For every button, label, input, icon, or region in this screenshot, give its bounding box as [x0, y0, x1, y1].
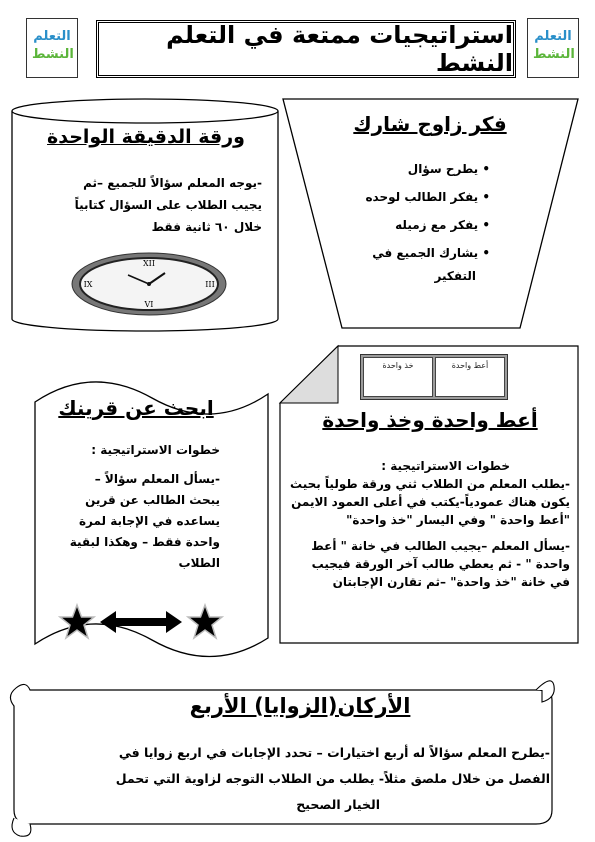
clock-image	[70, 251, 228, 317]
step-text: التفكير	[434, 269, 476, 283]
text-line: -يوجه المعلم سؤالاً للجميع –ثم	[83, 176, 262, 190]
find-partner-title: ابحث عن قرينك	[58, 396, 214, 420]
title-box	[96, 20, 516, 78]
clock-numeral-9: IX	[83, 280, 93, 289]
text-line: يبحث الطالب عن قرين	[85, 493, 220, 507]
paper-slips	[360, 354, 508, 400]
text-line: الطلاب	[178, 556, 220, 570]
one-minute-paper-text	[22, 172, 262, 238]
step-text: يطرح سؤال	[407, 162, 479, 176]
text-line: -يسأل المعلم –يجيب الطالب في خانة " أعط	[311, 539, 570, 553]
clock-numeral-3: III	[205, 280, 215, 289]
slip-give-one: أعط واحدة	[435, 357, 505, 397]
text-line: يجيب الطلاب على السؤال كتابياً	[74, 198, 262, 212]
logo-line-2: النشط	[533, 47, 575, 62]
stars-arrow-graphic	[58, 602, 224, 646]
text-line: في خانة "خذ واحدة" –ثم تقارن الإجابتان	[332, 575, 570, 589]
text-line: يساعده في الإجابة لمرة	[78, 514, 220, 528]
logo-line-1: التعلم	[33, 29, 71, 44]
logo-line-1: التعلم	[534, 29, 572, 44]
clock-numeral-12: XII	[142, 259, 156, 268]
step-text: يفكر الطالب لوحده	[365, 190, 479, 204]
four-corners-title: الأركان(الزوايا) الأربع	[189, 694, 411, 718]
text-line: "أعط واحدة " وفي اليسار "خذ واحدة"	[346, 513, 570, 527]
page-title: استراتيجيات ممتعة في التعلم النشط	[166, 21, 513, 77]
text-line: يكون هناك عمودياً-يكتب في أعلى العمود الايمن	[291, 495, 570, 509]
step-item: • يطرح سؤال	[407, 162, 490, 176]
text-line: واحدة فقط – وهكذا لبقية	[69, 535, 220, 549]
star-icon-right	[188, 605, 222, 638]
text-line: -يسأل المعلم سؤالاً –	[94, 472, 220, 486]
star-icon-left	[60, 605, 94, 638]
text-line: الفصل من خلال ملصق مثلاً- يطلب من الطلاب التوجه لزاوية التي تحمل	[115, 771, 550, 786]
text-line: خلال ٦٠ ثانية فقط	[151, 220, 262, 234]
four-corners-text	[30, 740, 550, 818]
slip-take-one: خذ واحدة	[363, 357, 433, 397]
text-line: -يطلب المعلم من الطلاب ثني ورقة طولياً بحيث	[289, 477, 570, 491]
step-text: يفكر مع زميله	[395, 218, 479, 232]
find-partner-text	[60, 440, 220, 574]
one-minute-paper-title: ورقة الدقيقة الواحدة	[47, 126, 245, 148]
step-item: • يفكر مع زميله	[395, 218, 490, 232]
double-arrow-icon	[100, 611, 182, 633]
steps-heading: خطوات الاستراتيجية :	[91, 443, 220, 457]
logo-line-2: النشط	[32, 47, 74, 62]
think-pair-share-steps	[330, 155, 490, 285]
logo-left	[26, 18, 78, 78]
give-take-title: أعط واحدة وخذ واحدة	[322, 408, 538, 432]
think-pair-share-title: فكر زاوج شارك	[353, 112, 507, 136]
step-text: يشارك الجميع في	[372, 246, 479, 260]
text-line: -يطرح المعلم سؤالاً له أربع اختيارات – تحدد الإجابات في اربع زوايا في	[118, 745, 550, 760]
step-item: • يشارك الجميع في	[372, 246, 490, 260]
text-line: واحدة " - ثم يعطي طالب آخر الورقة فيجيب	[311, 557, 570, 571]
text-line: الخيار الصحيح	[296, 797, 380, 812]
clock-numeral-6: VI	[144, 300, 154, 309]
logo-right	[527, 18, 579, 78]
steps-heading: خطوات الاستراتيجية :	[381, 459, 510, 473]
give-take-text	[286, 457, 570, 591]
step-item: • يفكر الطالب لوحده	[365, 190, 490, 204]
